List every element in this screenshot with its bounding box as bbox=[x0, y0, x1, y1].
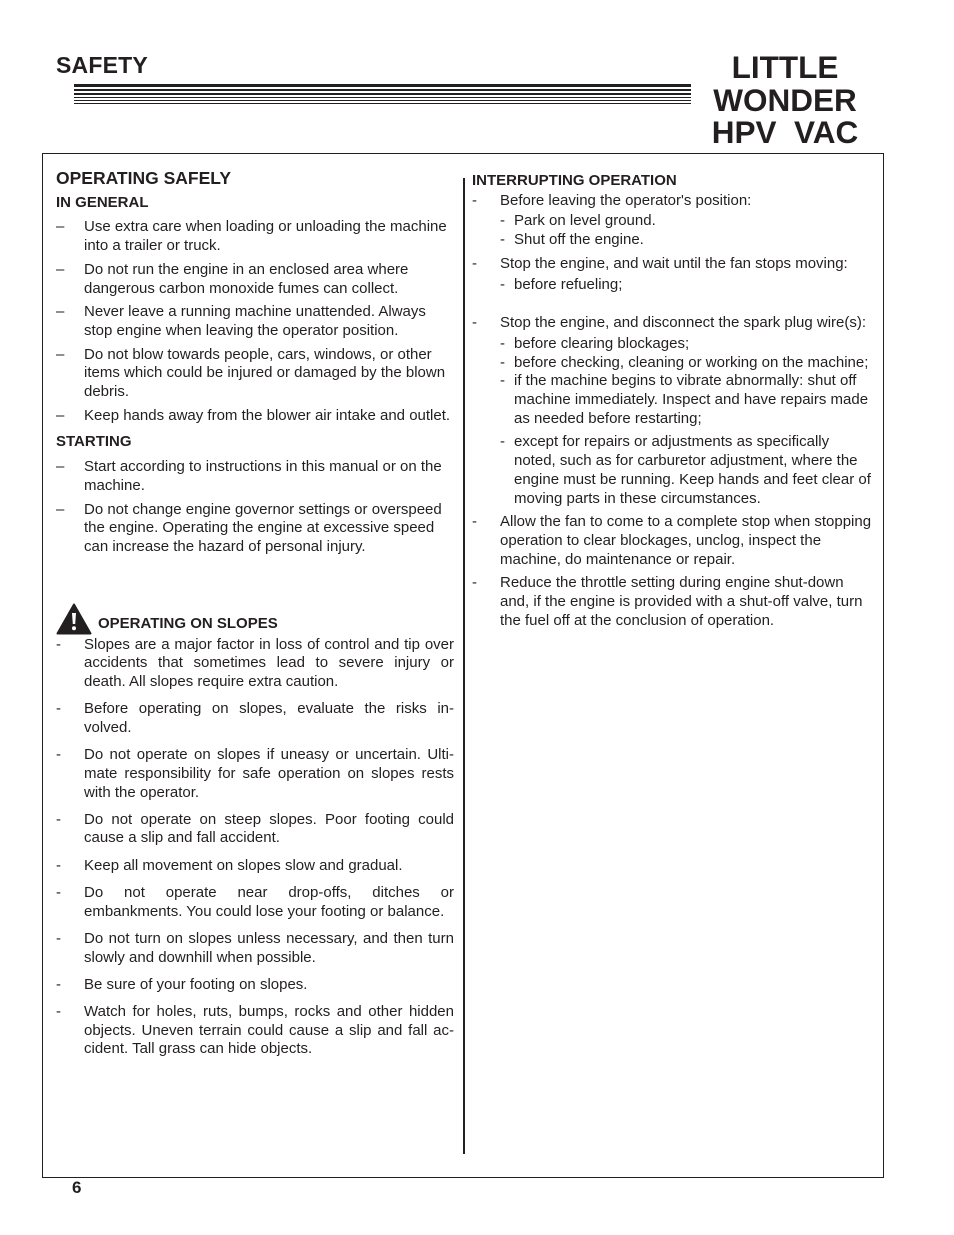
sub-list-item-text: Shut off the engine. bbox=[514, 231, 644, 249]
list-item bbox=[56, 501, 454, 557]
interrupting-list bbox=[472, 192, 872, 631]
right-column bbox=[472, 172, 872, 635]
starting-heading: STARTING bbox=[56, 433, 132, 451]
list-marker: - bbox=[56, 883, 61, 901]
sub-list-item bbox=[500, 433, 872, 508]
list-item-text: Be sure of your footing on slopes. bbox=[84, 975, 308, 993]
list-marker: – bbox=[56, 500, 65, 518]
warning-icon bbox=[56, 603, 92, 635]
slopes-heading-row bbox=[56, 603, 454, 635]
list-item-text: Watch for holes, ruts, bumps, rocks and other hidden objects. Uneven terrain could cause a slip and fall ac-cident. Tall grass can hide objects. bbox=[84, 1002, 454, 1058]
list-marker: - bbox=[56, 929, 61, 947]
list-marker: - bbox=[472, 314, 477, 332]
list-item-text: Do not turn on slopes unless necessary, and then turn slowly and downhill when possible. bbox=[84, 929, 454, 966]
slopes-heading: OPERATING ON SLOPES bbox=[98, 614, 278, 632]
brand-line-3: HPV VAC bbox=[711, 114, 859, 150]
list-marker: - bbox=[472, 513, 477, 531]
list-item-text: Keep all movement on slopes slow and gradual. bbox=[84, 856, 403, 874]
list-item bbox=[472, 314, 872, 508]
sub-list-item-text: Park on level ground. bbox=[514, 212, 656, 230]
list-item-text: Stop the engine, and disconnect the spark plug wire(s): bbox=[500, 314, 867, 332]
section-title: SAFETY bbox=[56, 52, 148, 78]
list-item bbox=[56, 346, 454, 402]
sub-list-marker: - bbox=[500, 353, 505, 371]
list-item bbox=[56, 407, 454, 426]
column-divider bbox=[463, 178, 465, 1154]
list-item-text: Do not run the engine in an enclosed area where dangerous carbon monoxide fumes can collect. bbox=[84, 260, 409, 297]
in-general-heading: IN GENERAL bbox=[56, 193, 149, 211]
list-marker: - bbox=[56, 975, 61, 993]
page-number: 6 bbox=[72, 1178, 82, 1197]
list-marker: – bbox=[56, 218, 65, 236]
list-marker: – bbox=[56, 303, 65, 321]
sub-list bbox=[500, 276, 872, 295]
list-marker: - bbox=[56, 810, 61, 828]
sub-list-item bbox=[500, 212, 872, 231]
list-item-text: Do not operate on slopes if uneasy or uncertain. Ulti-mate responsibility for safe operation on slopes rests with the operator. bbox=[84, 746, 454, 801]
brand-title bbox=[700, 51, 870, 149]
list-item bbox=[472, 192, 872, 250]
list-item bbox=[56, 218, 454, 255]
list-marker: - bbox=[56, 635, 61, 653]
sub-list-marker: - bbox=[500, 334, 505, 352]
list-item bbox=[56, 930, 454, 967]
interrupting-heading: INTERRUPTING OPERATION bbox=[472, 172, 677, 189]
list-marker: - bbox=[472, 254, 477, 272]
brand-line-1: LITTLE bbox=[731, 49, 839, 85]
list-marker: - bbox=[472, 191, 477, 209]
sub-list bbox=[500, 335, 872, 508]
sub-list-marker: - bbox=[500, 372, 505, 390]
slopes-list bbox=[56, 636, 454, 1059]
list-marker: - bbox=[472, 574, 477, 592]
list-marker: - bbox=[56, 746, 61, 764]
sub-list-item-text: if the machine begins to vibrate abnormally: shut off machine immediately. Inspect and have repairs made as needed before restarting; bbox=[514, 372, 869, 427]
sub-list-marker: - bbox=[500, 275, 505, 293]
list-marker: – bbox=[56, 260, 65, 278]
list-item-text: Do not operate on steep slopes. Poor footing could cause a slip and fall accident. bbox=[84, 810, 454, 847]
sub-list-item bbox=[500, 276, 872, 295]
list-item bbox=[56, 884, 454, 921]
list-item-text: Before operating on slopes, evaluate the risks in-volved. bbox=[84, 700, 454, 736]
list-item bbox=[56, 746, 454, 802]
sub-list-item bbox=[500, 354, 872, 373]
sub-list-item bbox=[500, 335, 872, 354]
sub-list-marker: - bbox=[500, 212, 505, 230]
list-marker: – bbox=[56, 345, 65, 363]
sub-list-marker: - bbox=[500, 433, 505, 451]
list-item bbox=[472, 574, 872, 630]
left-column bbox=[56, 169, 454, 1068]
list-item bbox=[56, 303, 454, 340]
list-item-text: Use extra care when loading or unloading the machine into a trailer or truck. bbox=[84, 218, 447, 255]
list-item-text: Allow the fan to come to a complete stop when stopping operation to clear blockages, unclog, inspect the machine, do maintenance or repair. bbox=[500, 513, 872, 568]
list-marker: – bbox=[56, 406, 65, 424]
starting-list bbox=[56, 458, 454, 557]
list-item bbox=[56, 261, 454, 298]
list-item-text: Stop the engine, and wait until the fan stops moving: bbox=[500, 254, 848, 272]
sub-list-item-text: before refueling; bbox=[514, 275, 623, 293]
list-item-text: Reduce the throttle setting during engine shut-down and, if the engine is provided with a shut-off valve, turn the fuel off at the conclusion of operation. bbox=[500, 574, 863, 629]
list-item bbox=[472, 513, 872, 569]
list-item bbox=[56, 636, 454, 692]
header-rules bbox=[74, 84, 691, 106]
list-item bbox=[56, 976, 454, 995]
list-marker: – bbox=[56, 458, 65, 476]
list-item bbox=[56, 700, 454, 737]
sub-list-item-text: except for repairs or adjustments as specifically noted, such as for carburetor adjustment, where the engine must be running. Keep hands and feet clear of moving parts in these circumstances. bbox=[514, 433, 871, 507]
list-marker: - bbox=[56, 1002, 61, 1020]
list-item-text: Start according to instructions in this manual or on the machine. bbox=[84, 458, 442, 494]
sub-list-item bbox=[500, 372, 872, 428]
operating-safely-title: OPERATING SAFELY bbox=[56, 168, 232, 188]
sub-list-marker: - bbox=[500, 231, 505, 249]
list-item-text: Keep hands away from the blower air intake and outlet. bbox=[84, 406, 451, 424]
list-item-text: Never leave a running machine unattended. Always stop engine when leaving the operator position. bbox=[84, 303, 426, 339]
sub-list-item bbox=[500, 231, 872, 250]
list-marker: - bbox=[56, 700, 61, 718]
list-item-text: Do not change engine governor settings or overspeed the engine. Operating the engine at excessive speed can increase the hazard of personal injury. bbox=[84, 500, 442, 555]
list-item bbox=[56, 857, 454, 876]
list-item-text: Before leaving the operator's position: bbox=[500, 191, 752, 209]
list-item bbox=[56, 458, 454, 495]
list-item-text: Slopes are a major factor in loss of control and tip over accidents that sometimes lead to severe injury or death. All slopes require extra caution. bbox=[84, 635, 454, 691]
list-item-text: Do not blow towards people, cars, windows, or other items which could be injured or damaged by the blown debris. bbox=[84, 345, 446, 401]
brand-line-2: WONDER bbox=[713, 81, 857, 118]
in-general-list bbox=[56, 218, 454, 425]
list-item bbox=[56, 1003, 454, 1059]
sub-list-item-text: before checking, cleaning or working on the machine; bbox=[514, 353, 869, 371]
list-item-text: Do not operate near drop-offs, ditches or embankments. You could lose your footing or balance. bbox=[84, 883, 454, 920]
list-marker: - bbox=[56, 856, 61, 874]
sub-list bbox=[500, 212, 872, 249]
list-item bbox=[472, 255, 872, 294]
list-item bbox=[56, 811, 454, 848]
sub-list-item-text: before clearing blockages; bbox=[514, 334, 690, 352]
